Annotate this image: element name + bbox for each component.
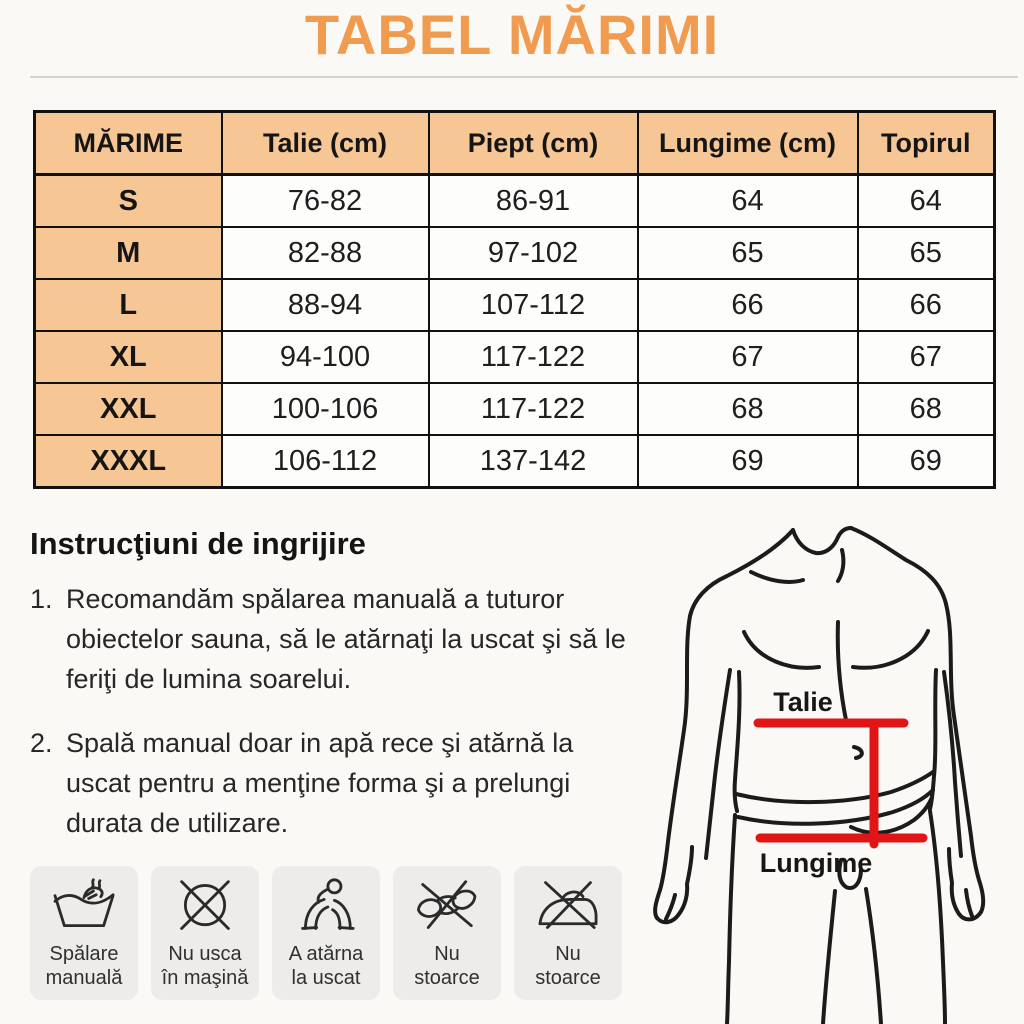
leg-line: [866, 889, 881, 1024]
table-cell: 69: [858, 435, 995, 488]
size-table: [33, 110, 996, 489]
instruction-number: 2.: [30, 727, 53, 758]
pec-line: [853, 631, 928, 668]
table-cell: 117-122: [429, 383, 638, 435]
table-cell: 86-91: [429, 175, 638, 228]
col-header-topirul: Topirul: [858, 112, 995, 175]
inner-arm-line: [706, 670, 730, 858]
leg-line: [930, 811, 945, 1024]
col-header-marime: MĂRIME: [35, 112, 222, 175]
torso-outline: [655, 616, 690, 918]
size-cell: XL: [35, 331, 222, 383]
size-cell: XXL: [35, 383, 222, 435]
care-icon-label: A atărna la uscat: [288, 943, 364, 989]
table-row: [35, 435, 995, 488]
care-icon-card: [514, 866, 622, 1000]
table-cell: 88-94: [222, 279, 429, 331]
table-row: [35, 227, 995, 279]
size-cell: S: [35, 175, 222, 228]
col-header-talie: Talie (cm): [222, 112, 429, 175]
table-cell: 69: [638, 435, 858, 488]
table-row: [35, 383, 995, 435]
care-icon-card: [30, 866, 138, 1000]
waistband-line: [738, 790, 933, 824]
care-icon-label: Nu usca în maşină: [161, 943, 249, 989]
table-row: [35, 279, 995, 331]
torso-side: [735, 672, 740, 811]
care-icon-card: [393, 866, 501, 1000]
instruction-text: Recomandăm spălarea manuală a tuturor obiectelor sauna, să le atărnaţi la uscat şi să le feriţi de lumina soarelui.: [66, 584, 626, 694]
care-icon-label: Spălare manuală: [45, 943, 123, 989]
table-cell: 94-100: [222, 331, 429, 383]
pec-line: [744, 632, 819, 668]
abdomen-line: [838, 622, 846, 720]
leg-line: [727, 815, 735, 1024]
table-header-row: [35, 112, 995, 175]
table-row: [35, 175, 995, 228]
size-cell: M: [35, 227, 222, 279]
care-instruction: [30, 724, 630, 844]
care-icons-row: [30, 866, 622, 1000]
instruction-text: Spală manual doar in apă rece şi atărnă la uscat pentru a menţine forma şi a prelungi durata de utilizare.: [66, 727, 574, 838]
table-cell: 66: [858, 279, 995, 331]
care-icon-label: Nu stoarce: [535, 943, 601, 989]
table-cell: 65: [858, 227, 995, 279]
table-row: [35, 331, 995, 383]
page-title: TABEL MĂRIMI: [304, 3, 720, 66]
care-instruction: [30, 580, 630, 700]
title-divider: [30, 76, 1018, 78]
table-cell: 64: [638, 175, 858, 228]
collarbone-line: [751, 572, 803, 582]
instruction-number: 1.: [30, 584, 53, 614]
torso-outline: [851, 528, 946, 604]
leg-line: [823, 891, 835, 1024]
talie-label: Talie: [773, 687, 833, 717]
table-cell: 100-106: [222, 383, 429, 435]
no-iron-icon: [534, 877, 602, 935]
waistband-line: [736, 772, 933, 802]
table-cell: 97-102: [429, 227, 638, 279]
no-wring-icon: [413, 877, 481, 935]
table-cell: 64: [858, 175, 995, 228]
lungime-label: Lungime: [759, 848, 873, 878]
table-cell: 66: [638, 279, 858, 331]
size-cell: XXXL: [35, 435, 222, 488]
table-cell: 107-112: [429, 279, 638, 331]
navel-mark: [854, 747, 862, 758]
hang-dry-icon: [292, 877, 360, 935]
care-icon-card: [151, 866, 259, 1000]
care-icon-label: Nu stoarce: [414, 943, 480, 989]
hand-wash-icon: [50, 877, 118, 935]
table-cell: 82-88: [222, 227, 429, 279]
col-header-piept: Piept (cm): [429, 112, 638, 175]
body-measurement-diagram: [635, 520, 1024, 1024]
table-cell: 106-112: [222, 435, 429, 488]
no-machine-dry-icon: [171, 877, 239, 935]
table-cell: 76-82: [222, 175, 429, 228]
care-heading: Instrucţiuni de ingrijire: [30, 526, 366, 561]
care-instructions-list: [30, 580, 630, 868]
table-cell: 67: [858, 331, 995, 383]
col-header-lungime: Lungime (cm): [638, 112, 858, 175]
table-cell: 67: [638, 331, 858, 383]
table-cell: 117-122: [429, 331, 638, 383]
table-cell: 65: [638, 227, 858, 279]
table-cell: 137-142: [429, 435, 638, 488]
size-cell: L: [35, 279, 222, 331]
table-cell: 68: [858, 383, 995, 435]
care-icon-card: [272, 866, 380, 1000]
torso-outline: [690, 530, 793, 616]
neck-line: [838, 550, 843, 581]
table-cell: 68: [638, 383, 858, 435]
